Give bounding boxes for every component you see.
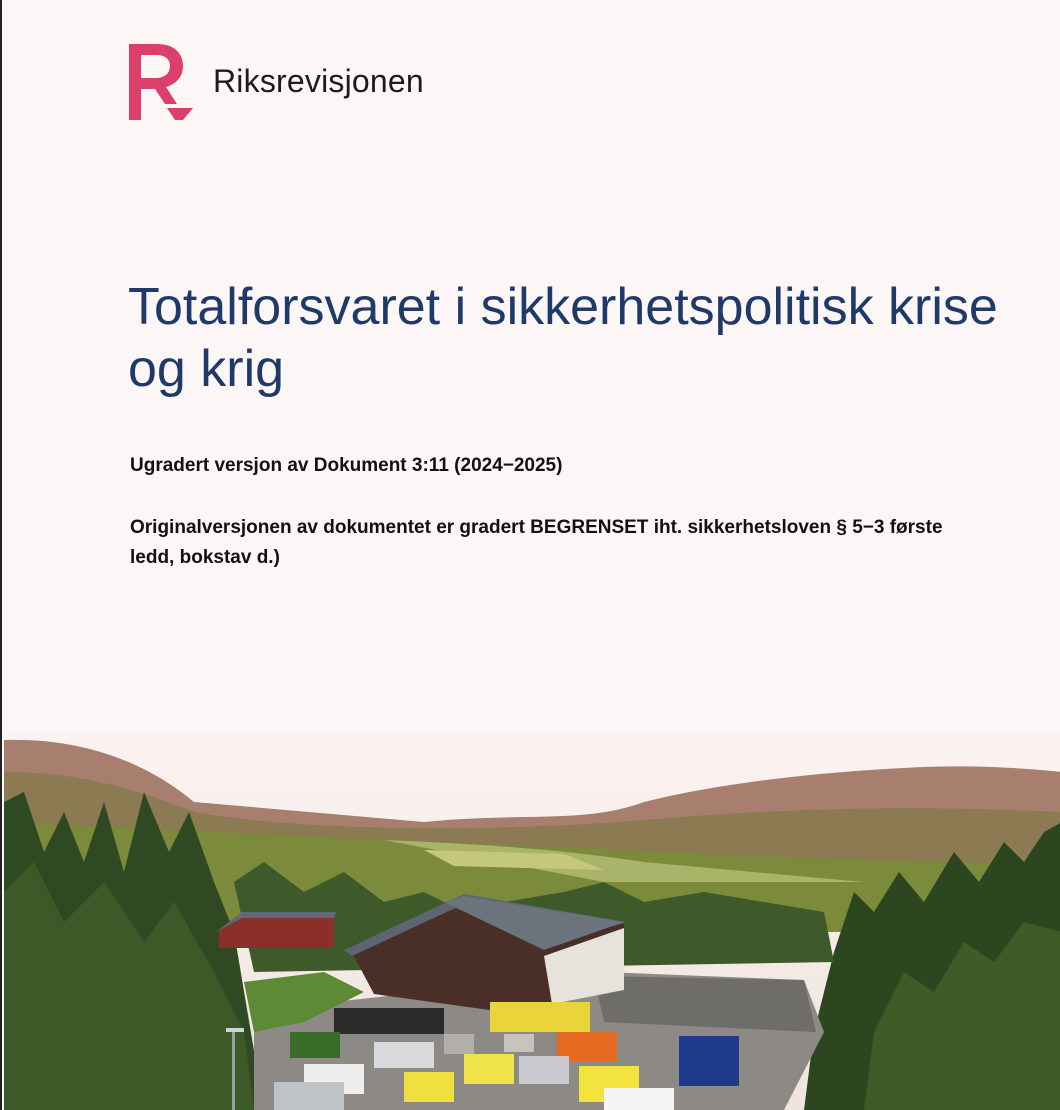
brand-name: Riksrevisjonen [213, 62, 424, 99]
classification-note: Originalversjonen av dokumentet er gradert BEGRENSET iht. sikkerhetsloven § 5−3 første ledd, bokstav d.) [130, 517, 943, 568]
riksrevisjonen-logo [127, 42, 424, 120]
landscape-photo-icon [4, 732, 1060, 1110]
document-title: Totalforsvaret i sikkerhetspolitisk krise og krig [128, 278, 998, 398]
cover-photo [4, 732, 1060, 1110]
riksrevisjonen-r-logo-icon [127, 42, 195, 120]
document-subtitle: Ugradert versjon av Dokument 3:11 (2024−2025) [130, 455, 563, 476]
